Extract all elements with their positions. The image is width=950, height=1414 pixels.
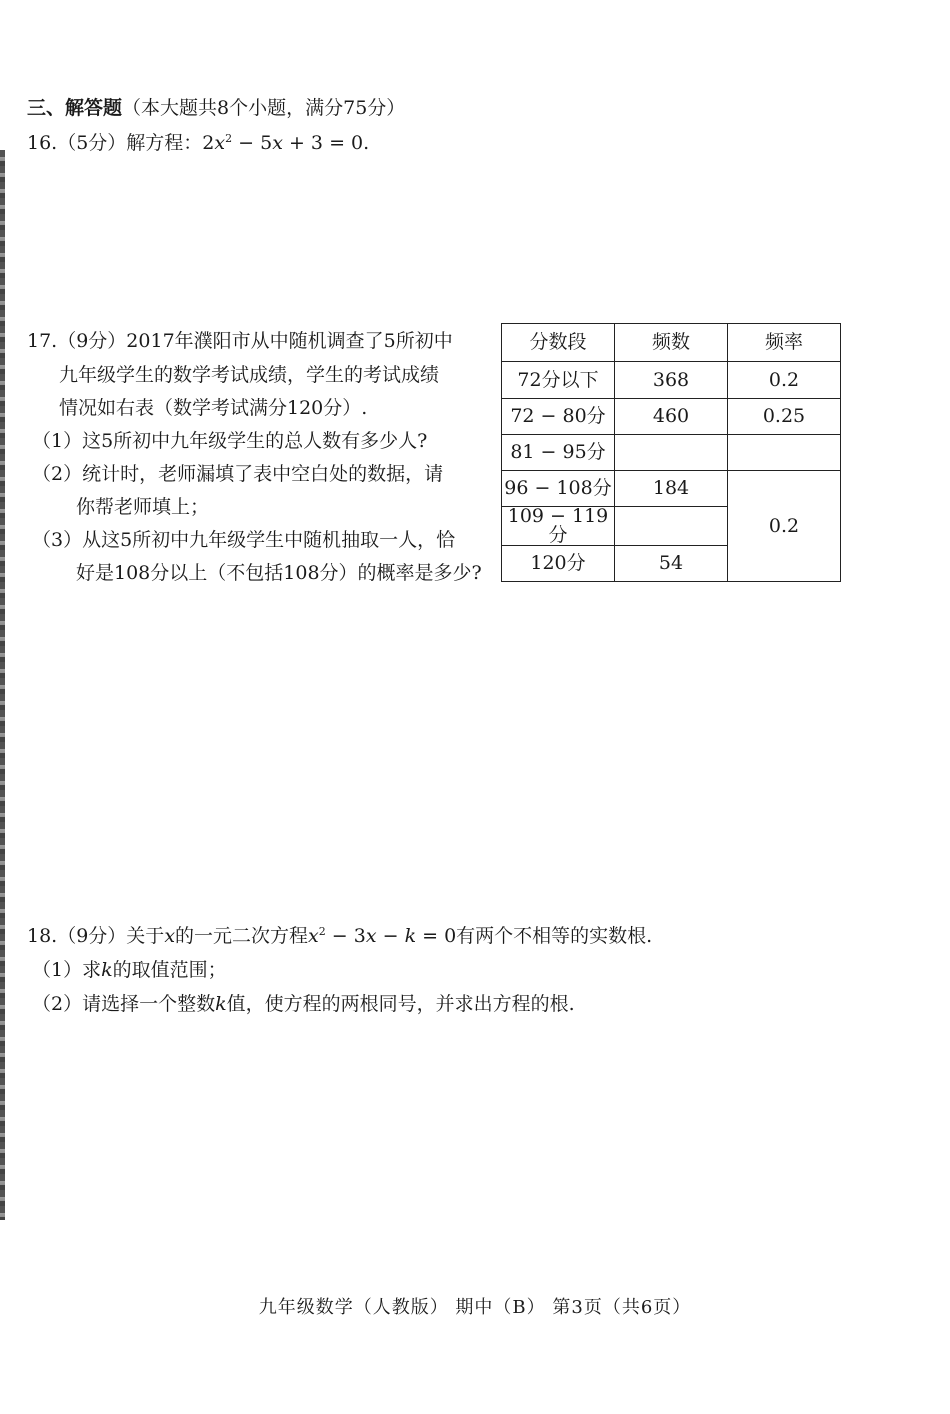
section-heading (27, 95, 405, 121)
question-18-sub-1: （1）求k的取值范围； (32, 959, 227, 981)
question-17-sub-3b: 好是108分以上（不包括108分）的概率是多少? (76, 562, 482, 584)
table-cell: 72分以下 (502, 362, 615, 399)
table-cell (615, 435, 728, 471)
question-17-sub-1: （1）这5所初中九年级学生的总人数有多少人? (32, 430, 428, 452)
table-cell: 184 (615, 471, 728, 507)
question-17-sub-3a: （3）从这5所初中九年级学生中随机抽取一人，恰 (32, 529, 456, 551)
question-17-sub-2a: （2）统计时，老师漏填了表中空白处的数据，请 (32, 463, 444, 485)
question-17-line-3: 情况如右表（数学考试满分120分）. (59, 397, 368, 419)
section-title: 三、解答题 (27, 97, 123, 119)
question-17-line-2: 九年级学生的数学考试成绩，学生的考试成绩 (59, 364, 440, 386)
question-17-sub-2b: 你帮老师填上； (76, 496, 210, 518)
table-header-cell: 频率 (728, 324, 841, 362)
table-cell: 460 (615, 399, 728, 435)
table-cell-merged: 0.2 (728, 471, 841, 582)
table-cell: 0.2 (728, 362, 841, 399)
table-cell: 120分 (502, 546, 615, 582)
table-cell: 368 (615, 362, 728, 399)
page-footer: 九年级数学（人教版） 期中（B） 第3页（共6页） (258, 1297, 692, 1318)
table-row (502, 471, 841, 507)
table-cell (615, 507, 728, 546)
table-cell: 0.25 (728, 399, 841, 435)
table-cell: 96 − 108分 (502, 471, 615, 507)
table-header-cell: 频数 (615, 324, 728, 362)
table-cell: 72 − 80分 (502, 399, 615, 435)
section-note: （本大题共8个小题，满分75分） (122, 97, 406, 119)
question-16: 16.（5分）解方程：$2x^2 - 5x + 3 = 0$. (27, 132, 370, 154)
table-cell: 109 − 119分 (502, 507, 615, 546)
table-header-row (502, 324, 841, 362)
frequency-table (501, 323, 841, 582)
table-header-cell: 分数段 (502, 324, 615, 362)
scan-edge-shadow (0, 150, 5, 1220)
table-cell: 54 (615, 546, 728, 582)
table-cell (728, 435, 841, 471)
question-17-line-1: 17.（9分）2017年濮阳市从中随机调查了5所初中 (27, 330, 453, 352)
table-row (502, 362, 841, 399)
table-row (502, 399, 841, 435)
question-18-sub-2: （2）请选择一个整数k值，使方程的两根同号，并求出方程的根. (32, 993, 575, 1015)
table-row (502, 435, 841, 471)
question-18: 18.（9分）关于x的一元二次方程$x^2 - 3x - k = 0$有两个不相等的实数根. (27, 925, 653, 947)
table-cell: 81 − 95分 (502, 435, 615, 471)
